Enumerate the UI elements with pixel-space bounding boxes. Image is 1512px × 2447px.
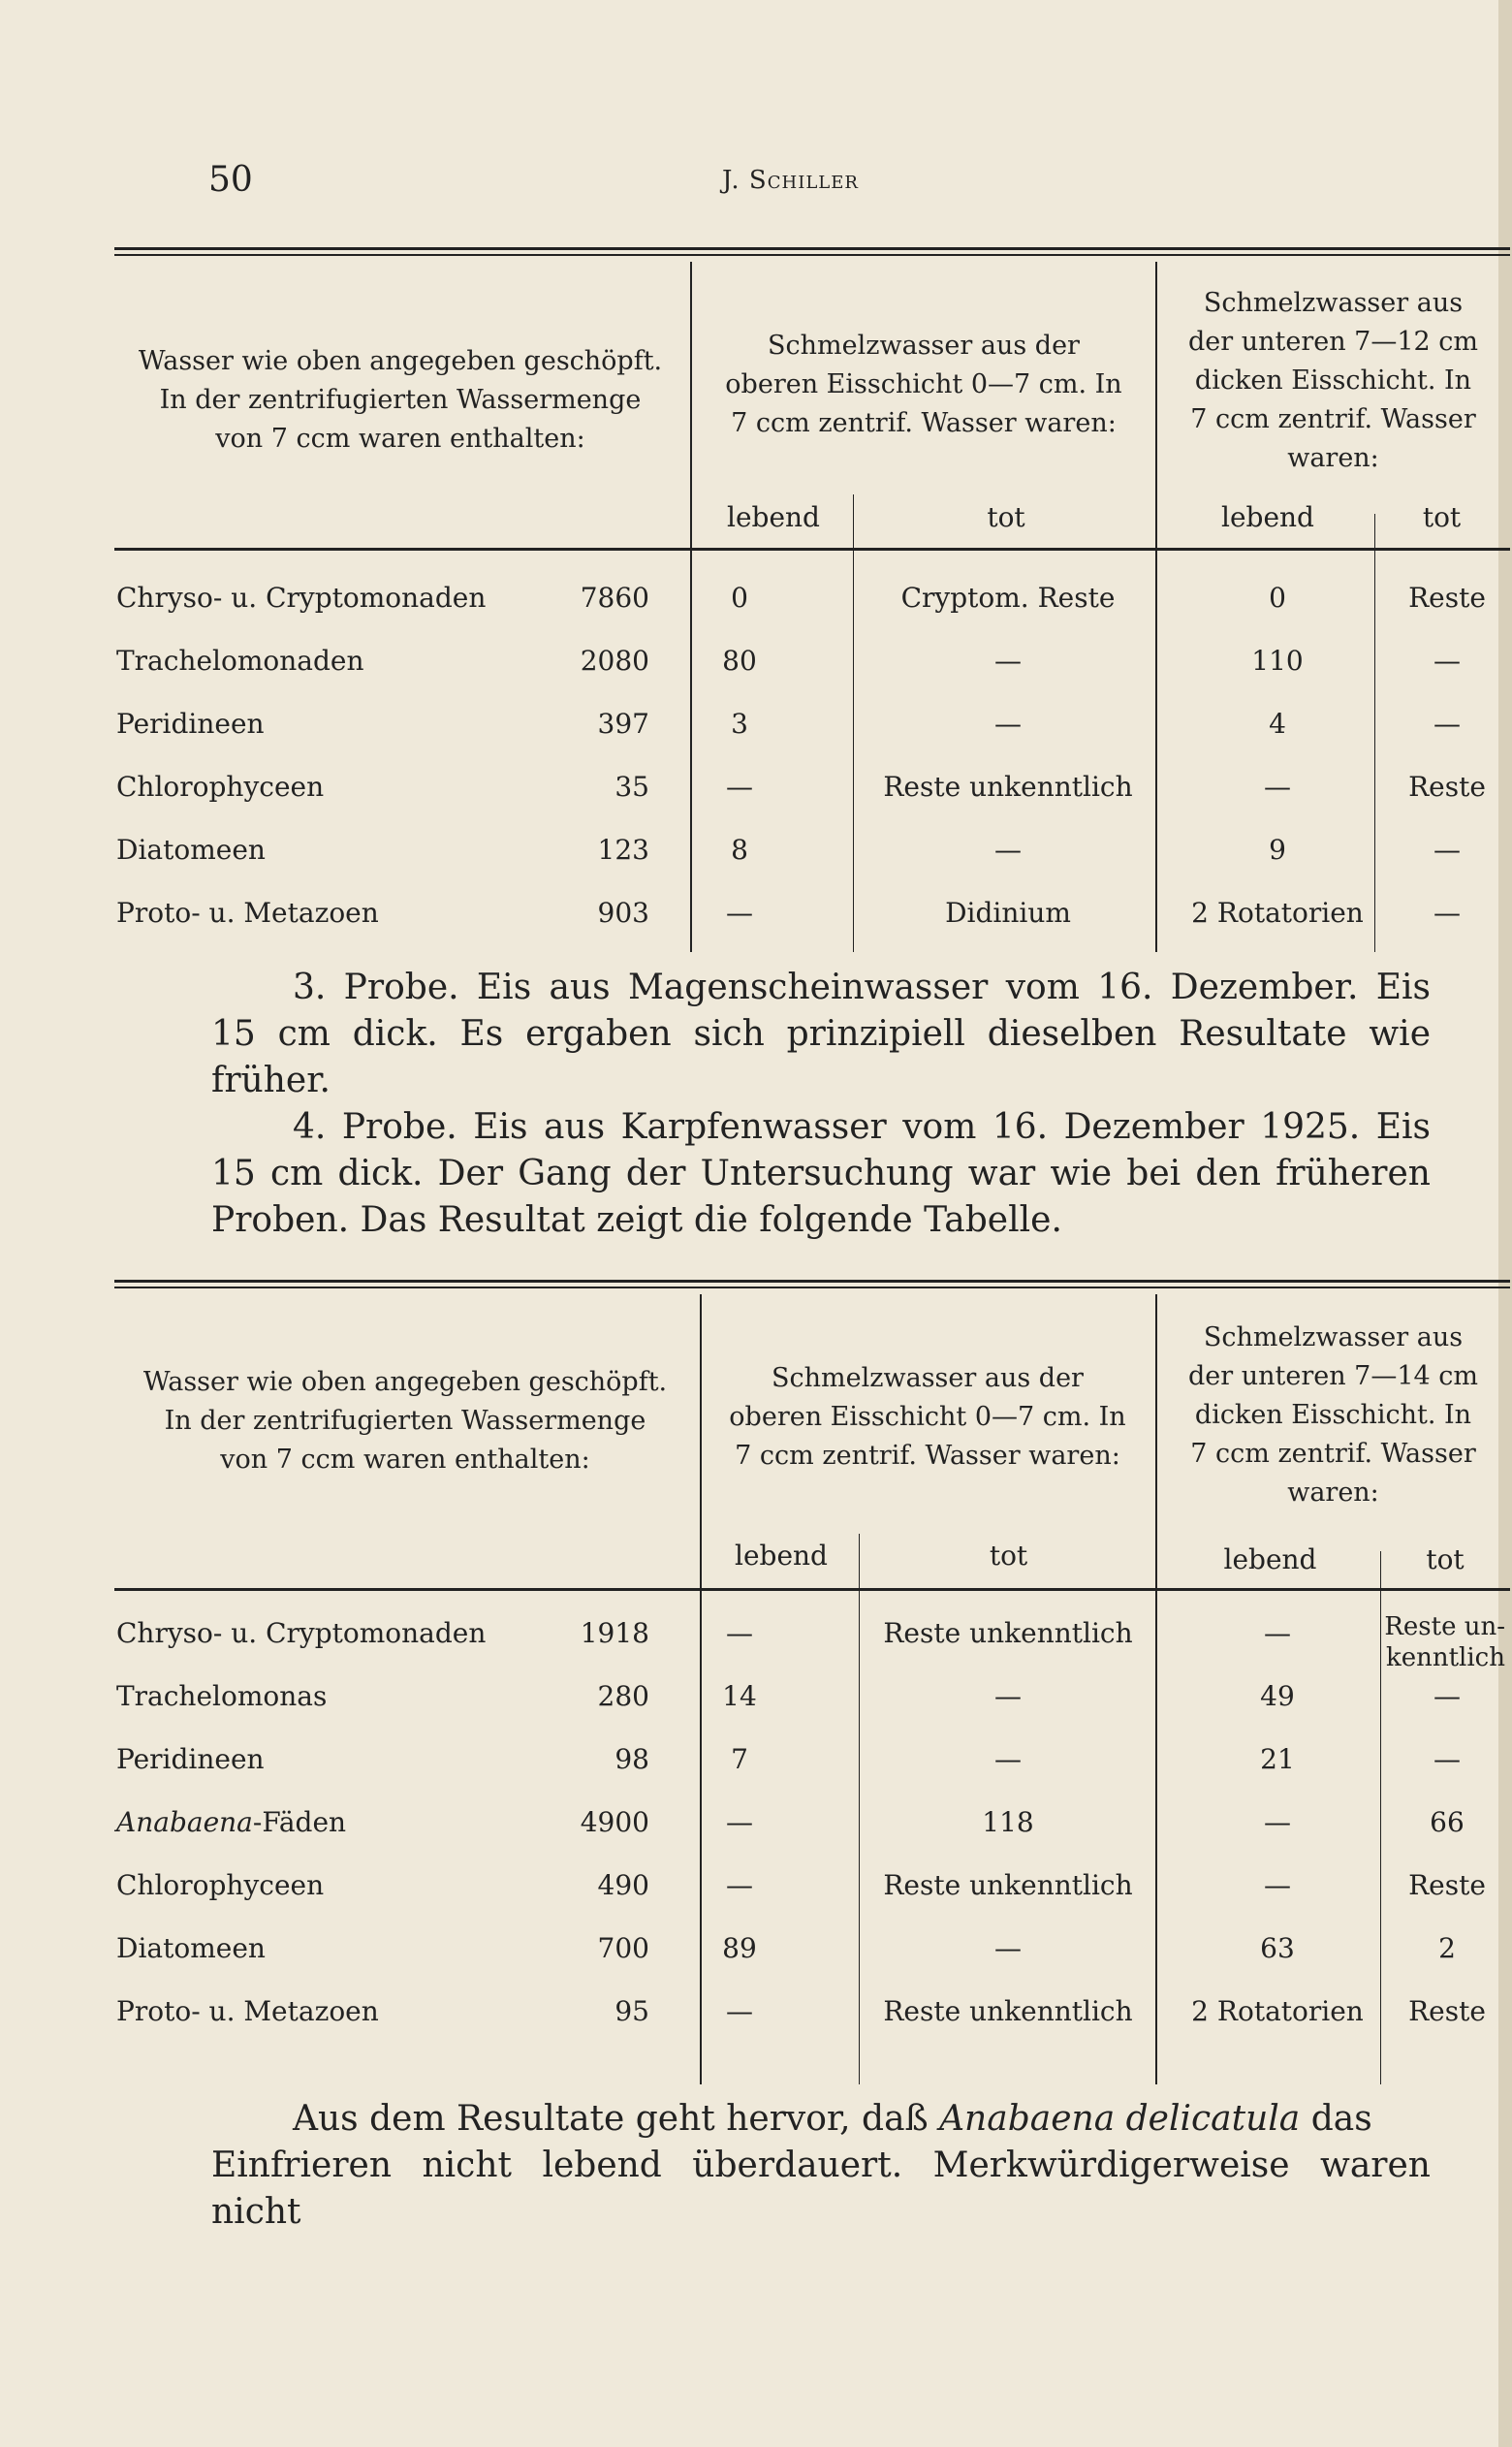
header-line: Schmelzwasser aus der: [768, 331, 1080, 361]
header-line: 7 ccm zentrif. Wasser: [1190, 404, 1476, 434]
cell-upper-dead: Reste unkenntlich: [883, 771, 1133, 803]
row-total: 903: [597, 897, 649, 929]
row-label-suffix: -Fäden: [252, 1806, 347, 1838]
cell-lower-alive: 2 Rotatorien: [1191, 1995, 1364, 2027]
header-description: [114, 342, 686, 459]
table-row: [114, 1680, 1510, 1727]
row-total: 98: [614, 1743, 649, 1775]
subheader-lebend: lebend: [727, 501, 820, 533]
cell-lower-alive: 63: [1260, 1932, 1295, 1964]
header-line: 7 ccm zentrif. Wasser waren:: [735, 1441, 1120, 1471]
cell-lower-alive: —: [1264, 1806, 1291, 1838]
cell-upper-alive: —: [726, 897, 753, 929]
table-row: [114, 1743, 1510, 1790]
header-line: von 7 ccm waren enthalten:: [220, 1445, 590, 1475]
row-total: 4900: [580, 1806, 649, 1838]
cell-upper-dead: Reste unkenntlich: [883, 1869, 1133, 1901]
cell-lower-dead: —: [1433, 645, 1461, 677]
cell-lower-alive: 4: [1269, 708, 1286, 740]
cell-upper-alive: 0: [731, 582, 748, 614]
text-run: das: [1300, 2099, 1372, 2139]
cell-upper-dead: Reste unkenntlich: [883, 1995, 1133, 2027]
paragraph-line: Einfrieren nicht lebend überdauert. Merkwürdigerweise waren nicht: [211, 2145, 1431, 2232]
page-number: 50: [208, 160, 253, 200]
table-row: [114, 708, 1510, 754]
cell-lower-dead: —: [1433, 1743, 1461, 1775]
cell-upper-dead: Reste unkenntlich: [883, 1617, 1133, 1649]
table-row: [114, 1932, 1510, 1979]
cell-upper-dead: —: [994, 1743, 1022, 1775]
cell-upper-dead: —: [994, 1680, 1022, 1712]
header-line: oberen Eisschicht 0—7 cm. In: [725, 369, 1122, 399]
row-label: Proto- u. Metazoen: [116, 1995, 379, 2027]
cell-upper-alive: —: [726, 1806, 753, 1838]
cell-upper-dead: Cryptom. Reste: [900, 582, 1116, 614]
header-line: Schmelzwasser aus: [1203, 1322, 1464, 1352]
header-line: Wasser wie oben angegeben geschöpft.: [138, 346, 663, 376]
cell-lower-dead: Reste un-kenntlich: [1384, 1612, 1505, 1672]
header-line: dicken Eisschicht. In: [1194, 365, 1472, 396]
cell-upper-dead: —: [994, 1932, 1022, 1964]
table-row: [114, 771, 1510, 817]
subheader-tot: tot: [1426, 1543, 1465, 1575]
cell-upper-dead: —: [994, 834, 1022, 866]
row-label: Chlorophyceen: [116, 1869, 325, 1901]
row-total: 397: [597, 708, 649, 740]
row-label: [116, 1806, 346, 1838]
body-text-probes: [211, 965, 1431, 1244]
subheader-lebend: lebend: [1223, 1543, 1317, 1575]
cell-upper-alive: 3: [731, 708, 748, 740]
header-rule: [114, 548, 1510, 551]
cell-lower-alive: 0: [1269, 582, 1286, 614]
table-row: [114, 834, 1510, 880]
cell-lower-alive: 2 Rotatorien: [1191, 897, 1364, 929]
species-name: Anabaena: [116, 1806, 253, 1838]
paragraph: 4. Probe. Eis aus Karpfenwasser vom 16. Dezember 1925. Eis 15 cm dick. Der Gang der Untersuchung war wie bei den früheren Proben. Das Resultat zeigt die folgende Tabelle.: [211, 1107, 1431, 1240]
species-name: Anabaena delicatula: [939, 2099, 1301, 2139]
header-line: waren:: [1287, 443, 1379, 473]
header-line: oberen Eisschicht 0—7 cm. In: [729, 1402, 1126, 1432]
cell-upper-alive: —: [726, 771, 753, 803]
row-label: Trachelomonaden: [116, 645, 364, 677]
cell-upper-alive: —: [726, 1995, 753, 2027]
cell-upper-alive: —: [726, 1869, 753, 1901]
row-label: Chlorophyceen: [116, 771, 325, 803]
cell-upper-alive: —: [726, 1617, 753, 1649]
header-description: [114, 1363, 696, 1479]
subheader-lebend: lebend: [1221, 501, 1314, 533]
cell-lower-dead: Reste: [1408, 1995, 1486, 2027]
header-line: 7 ccm zentrif. Wasser: [1190, 1439, 1476, 1469]
subheader-lebend: lebend: [735, 1540, 828, 1572]
cell-upper-alive: 89: [722, 1932, 757, 1964]
row-label: Chryso- u. Cryptomonaden: [116, 1617, 487, 1649]
header-line: der unteren 7—14 cm: [1187, 1361, 1479, 1391]
header-line: der unteren 7—12 cm: [1187, 327, 1479, 357]
cell-lower-alive: —: [1264, 771, 1291, 803]
header-lower-layer: [1161, 1319, 1505, 1512]
table-1: [114, 247, 1510, 969]
row-label: Peridineen: [116, 708, 265, 740]
header-upper-layer: [696, 327, 1151, 443]
cell-upper-dead: —: [994, 708, 1022, 740]
table-top-rule: [114, 247, 1510, 256]
row-total: 7860: [580, 582, 649, 614]
row-label: Trachelomonas: [116, 1680, 328, 1712]
header-line: 7 ccm zentrif. Wasser waren:: [731, 408, 1117, 438]
body-text-conclusion: [211, 2096, 1431, 2236]
cell-upper-dead: 118: [982, 1806, 1034, 1838]
subheader-tot: tot: [987, 501, 1025, 533]
row-total: 1918: [580, 1617, 649, 1649]
cell-upper-dead: —: [994, 645, 1022, 677]
table-row: [114, 582, 1510, 628]
cell-lower-alive: 21: [1260, 1743, 1295, 1775]
header-line: Schmelzwasser aus der: [772, 1363, 1084, 1393]
page-header: [0, 160, 1512, 208]
header-line: Wasser wie oben angegeben geschöpft.: [142, 1367, 668, 1397]
row-total: 280: [597, 1680, 649, 1712]
cell-lower-alive: —: [1264, 1617, 1291, 1649]
cell-lower-dead: Reste: [1408, 582, 1486, 614]
paragraph: [211, 2096, 1431, 2143]
cell-lower-dead: Reste: [1408, 771, 1486, 803]
subheader-tot: tot: [989, 1540, 1028, 1572]
cell-lower-dead: Reste: [1408, 1869, 1486, 1901]
row-total: 2080: [580, 645, 649, 677]
header-line: waren:: [1287, 1478, 1379, 1508]
text-run: Aus dem Resultate geht hervor, daß: [293, 2099, 940, 2139]
header-line: Schmelzwasser aus: [1203, 288, 1464, 318]
subheader-tot: tot: [1422, 501, 1462, 533]
header-line: dicken Eisschicht. In: [1194, 1400, 1472, 1430]
running-head: J. Schiller: [722, 166, 859, 195]
cell-lower-dead: 2: [1438, 1932, 1456, 1964]
cell-lower-alive: 110: [1251, 645, 1304, 677]
table-row: [114, 1612, 1510, 1672]
header-lower-layer: [1161, 284, 1505, 478]
cell-lower-alive: 9: [1269, 834, 1286, 866]
row-label: Peridineen: [116, 1743, 265, 1775]
paragraph: 3. Probe. Eis aus Magenscheinwasser vom 16. Dezember. Eis 15 cm dick. Es ergaben sich prinzipiell dieselben Resultate wie früher.: [211, 968, 1431, 1100]
row-total: 35: [614, 771, 649, 803]
header-rule: [114, 1588, 1510, 1591]
table-row: [114, 1995, 1510, 2042]
row-label: Proto- u. Metazoen: [116, 897, 379, 929]
table-row: [114, 897, 1510, 943]
header-line: von 7 ccm waren enthalten:: [215, 424, 585, 454]
row-total: 123: [597, 834, 649, 866]
table-2: [114, 1280, 1510, 2094]
cell-upper-alive: 7: [731, 1743, 748, 1775]
row-total: 95: [614, 1995, 649, 2027]
cell-lower-dead: —: [1433, 708, 1461, 740]
cell-upper-dead: Didinium: [945, 897, 1071, 929]
cell-lower-alive: —: [1264, 1869, 1291, 1901]
table-row: [114, 645, 1510, 691]
header-line: In der zentrifugierten Wassermenge: [164, 1406, 646, 1436]
row-label: Diatomeen: [116, 834, 266, 866]
table-top-rule: [114, 1280, 1510, 1288]
cell-lower-dead: —: [1433, 897, 1461, 929]
header-line: In der zentrifugierten Wassermenge: [159, 385, 642, 415]
cell-lower-dead: 66: [1430, 1806, 1465, 1838]
row-total: 490: [597, 1869, 649, 1901]
table-row: [114, 1806, 1510, 1853]
cell-upper-alive: 14: [722, 1680, 757, 1712]
row-total: 700: [597, 1932, 649, 1964]
cell-upper-alive: 8: [731, 834, 748, 866]
cell-lower-alive: 49: [1260, 1680, 1295, 1712]
table-row: [114, 1869, 1510, 1916]
row-label: Diatomeen: [116, 1932, 266, 1964]
header-upper-layer: [704, 1359, 1151, 1476]
row-label: Chryso- u. Cryptomonaden: [116, 582, 487, 614]
cell-lower-dead: —: [1433, 1680, 1461, 1712]
cell-lower-dead: —: [1433, 834, 1461, 866]
cell-upper-alive: 80: [722, 645, 757, 677]
